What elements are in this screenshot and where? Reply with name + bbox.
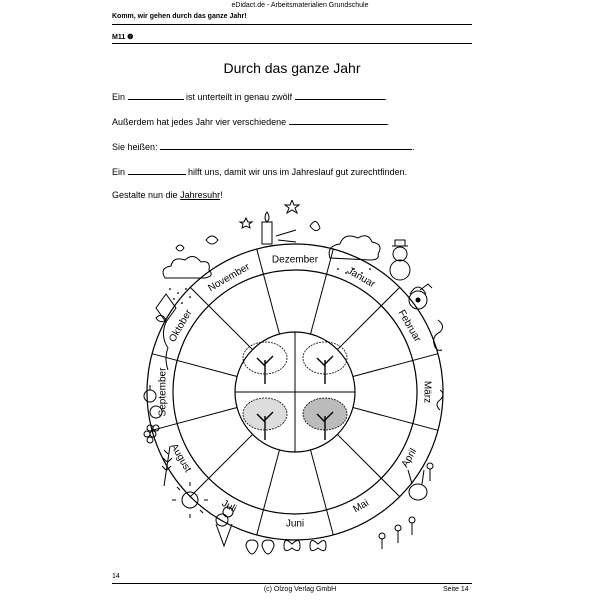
worksheet-subtitle: Komm, wir gehen durch das ganze Jahr! (112, 13, 247, 20)
sentence-text: . (384, 92, 388, 102)
instruction (112, 190, 223, 200)
month-label: April (399, 446, 420, 470)
month-label: Mai (351, 497, 371, 516)
month-label: Oktober (167, 307, 195, 345)
month-label: Dezember (271, 254, 319, 266)
month-label: August (168, 441, 194, 475)
sentence-text: hilft uns, damit wir uns im Jahreslauf gut zurechtfinden. (188, 167, 408, 177)
month-divider (353, 408, 438, 431)
sentence-text: Sie heißen: (112, 142, 158, 152)
month-divider (257, 450, 280, 535)
month-label: September (157, 367, 169, 417)
worksheet-code: M11 ❷ (112, 34, 134, 41)
year-wheel (147, 244, 443, 540)
fill-blank[interactable] (128, 90, 184, 100)
strawberry-icon (246, 540, 274, 554)
header-rule (112, 24, 472, 25)
month-divider (190, 434, 252, 496)
sentence-3 (112, 140, 415, 152)
tree-trunk-icon (257, 356, 273, 384)
month-label: Juni (285, 518, 305, 530)
month-divider (337, 287, 399, 349)
sentence-text: . (412, 142, 415, 152)
flower-icon (379, 463, 433, 549)
month-label: Januar (344, 265, 377, 291)
fill-blank[interactable] (160, 140, 412, 150)
sentence-2 (112, 115, 389, 127)
month-divider (337, 434, 399, 496)
sun-icon (172, 482, 208, 518)
candle-icon (262, 212, 296, 244)
sentence-text: Ein (112, 92, 126, 102)
snowman-icon (390, 240, 410, 280)
footer-rule (112, 583, 472, 584)
site-header: eDidact.de - Arbeitsmaterialien Grundschule (231, 2, 369, 9)
butterfly-icon (284, 540, 326, 550)
year-clock-illustration (140, 200, 460, 560)
month-label: Juli (219, 497, 239, 515)
decorations (144, 200, 443, 554)
fill-blank[interactable] (289, 115, 387, 125)
code-rule (112, 43, 472, 44)
month-label: Februar (395, 308, 423, 344)
instruction-text: ! (220, 190, 223, 200)
sentence-1 (112, 90, 387, 102)
page-number: 14 (112, 573, 120, 580)
sentence-text: Außerdem hat jedes Jahr vier verschiedene (112, 117, 287, 127)
clown-icon (409, 284, 432, 309)
instruction-text: Gestalte nun die (112, 190, 178, 200)
page-title: Durch das ganze Jahr (223, 60, 361, 76)
fill-blank[interactable] (128, 165, 186, 175)
sentence-text: . (386, 117, 390, 127)
page-label: Seite 14 (443, 586, 469, 593)
sentence-4 (112, 165, 407, 177)
month-label: März (421, 380, 433, 404)
month-divider (353, 354, 438, 377)
fill-blank[interactable] (295, 90, 385, 100)
swirl-icon (434, 320, 443, 410)
month-divider (311, 450, 334, 535)
sentence-text: Ein (112, 167, 126, 177)
publisher: (c) Olzog Verlag GmbH (263, 586, 337, 593)
star-icon (240, 200, 299, 228)
tree-trunk-icon (317, 356, 333, 384)
instruction-keyword: Jahresuhr (180, 190, 221, 200)
month-label: November (206, 261, 252, 295)
sentence-text: ist unterteilt in genau zwölf (186, 92, 293, 102)
month-divider (190, 287, 252, 349)
